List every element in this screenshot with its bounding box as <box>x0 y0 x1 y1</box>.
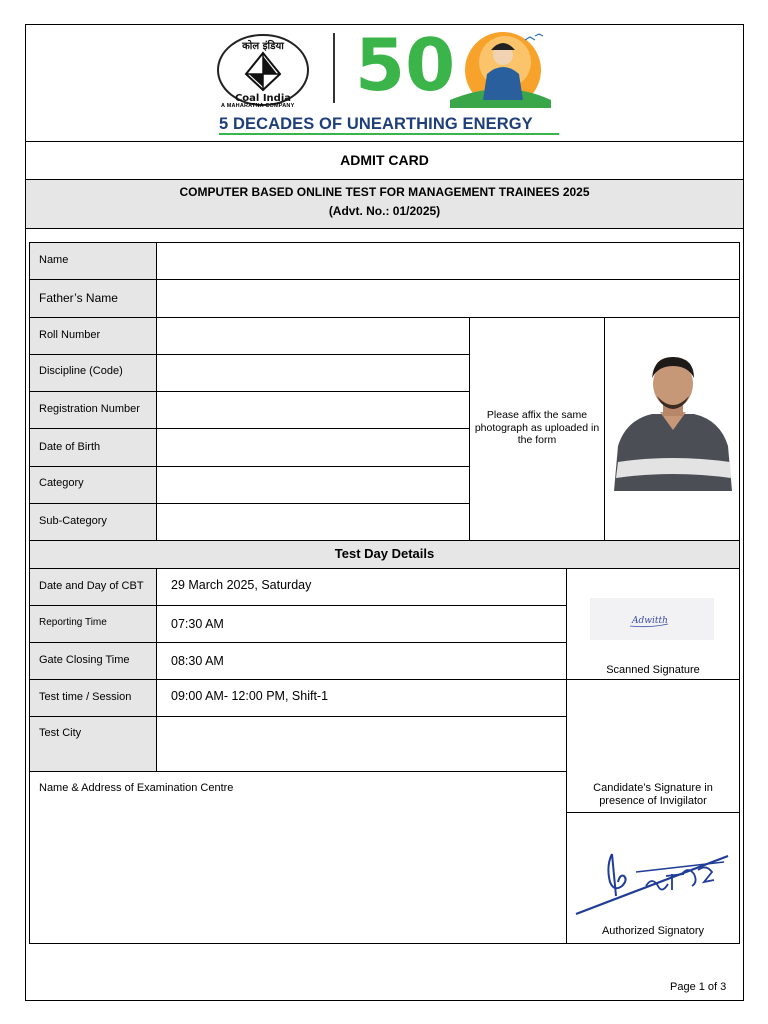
authorized-signature-image <box>574 846 732 918</box>
reporting-time-label: Reporting Time <box>39 617 107 628</box>
exam-centre-label: Name & Address of Examination Centre <box>39 782 234 794</box>
cbt-date-value: 29 March 2025, Saturday <box>171 578 312 592</box>
session-label: Test time / Session <box>39 691 132 703</box>
discipline-label: Discipline (Code) <box>39 365 123 377</box>
page-title: ADMIT CARD <box>340 152 429 168</box>
gate-closing-value: 08:30 AM <box>171 654 224 668</box>
reporting-time-value: 07:30 AM <box>171 617 224 631</box>
candidate-signature-label: Candidate’s Signature in presence of Invigilator <box>593 782 713 807</box>
anniversary-number: 50 <box>355 30 456 107</box>
roll-number-label: Roll Number <box>39 329 101 341</box>
gate-closing-label: Gate Closing Time <box>39 654 130 666</box>
fifty-years-emblem <box>355 30 555 108</box>
tagline: 5 DECADES OF UNEARTHING ENERGY <box>219 115 533 133</box>
scanned-signature-label: Scanned Signature <box>606 664 700 676</box>
logo-divider <box>333 33 335 103</box>
session-value: 09:00 AM- 12:00 PM, Shift-1 <box>171 689 329 703</box>
registration-number-label: Registration Number <box>39 403 140 415</box>
logo-subtext: A MAHARATNA COMPANY <box>221 103 295 109</box>
scanned-signature-text: Adwitth <box>632 616 668 626</box>
page-number: Page 1 of 3 <box>670 981 727 993</box>
candidate-photo <box>612 354 734 491</box>
cbt-date-label: Date and Day of CBT <box>39 580 144 592</box>
exam-advt: (Advt. No.: 01/2025) <box>328 204 441 218</box>
test-day-heading: Test Day Details <box>334 546 435 561</box>
authorized-signatory-label: Authorized Signatory <box>601 925 705 937</box>
photo-instruction: Please affix the same photograph as uploaded in the form <box>474 409 600 446</box>
logo-english-text: Coal India <box>234 93 292 104</box>
exam-name: COMPUTER BASED ONLINE TEST FOR MANAGEMENT TRAINEES 2025 <box>179 185 590 199</box>
date-of-birth-label: Date of Birth <box>39 441 101 453</box>
tagline-underline <box>219 133 559 135</box>
coal-india-logo <box>213 32 313 112</box>
sub-category-label: Sub-Category <box>39 515 107 527</box>
scanned-signature-image <box>590 598 714 640</box>
test-city-label: Test City <box>39 727 82 739</box>
logo-hindi-text: कोल इंडिया <box>242 41 284 52</box>
category-label: Category <box>39 477 84 489</box>
father-name-label: Father’s Name <box>39 291 118 305</box>
name-label: Name <box>39 254 69 266</box>
